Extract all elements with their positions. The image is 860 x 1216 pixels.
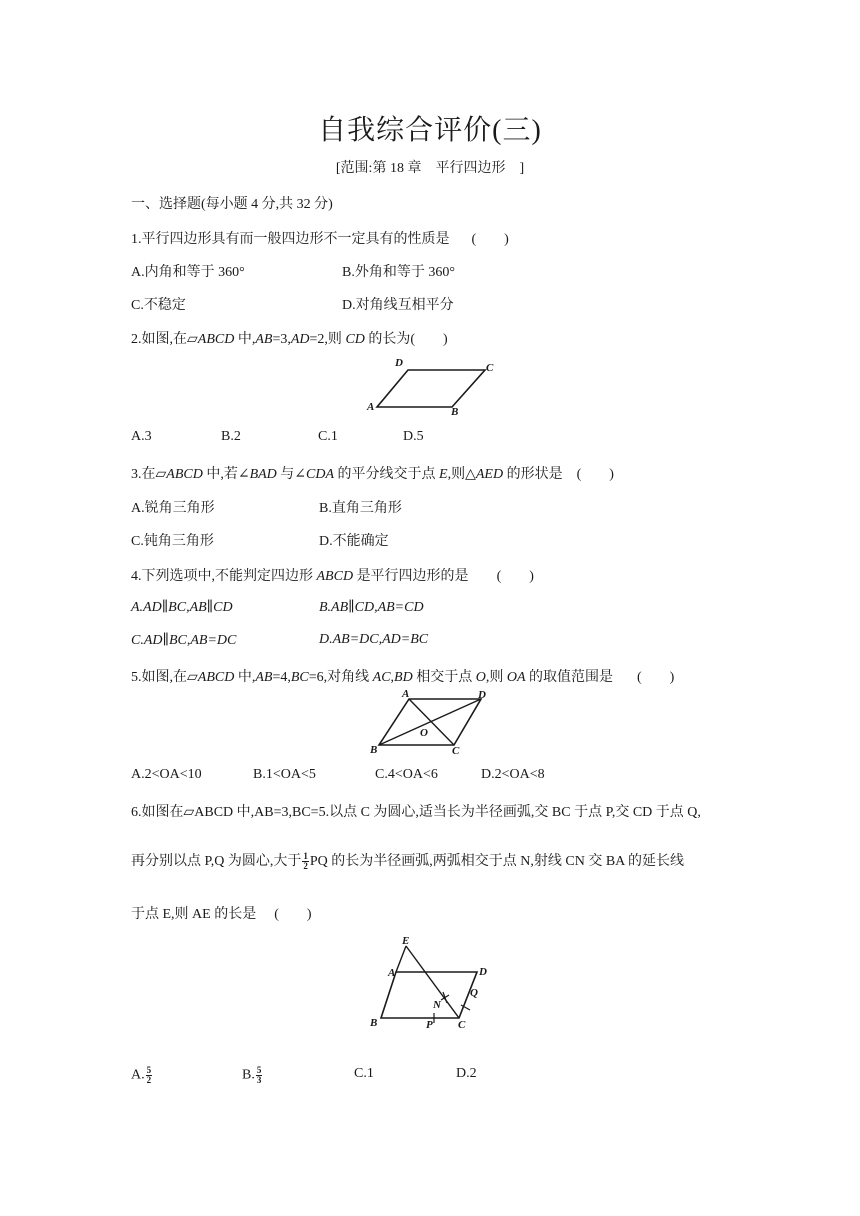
q6-label-q: Q <box>470 987 478 999</box>
question-4-stem: 4.下列选项中,不能判定四边形 ABCD 是平行四边形的是 ( ) <box>131 569 534 584</box>
q6-label-a: A <box>388 967 396 979</box>
answer-paren: ( ) <box>576 467 614 482</box>
q1-option-c: C.不稳定 <box>131 298 186 313</box>
q2-parallelogram-figure <box>362 352 502 418</box>
q5-parallelogram-figure <box>362 686 502 758</box>
q1-option-d: D.对角线互相平分 <box>342 298 454 313</box>
q3-option-c: C.钝角三角形 <box>131 534 214 549</box>
question-6-line-3: 于点 E,则 AE 的长是 ( ) <box>131 907 312 922</box>
q2-label-c: C <box>486 362 494 374</box>
q2-option-b: B.2 <box>221 429 241 444</box>
q5-label-c: C <box>452 745 460 757</box>
q2-label-d: D <box>395 357 403 369</box>
answer-paren: ( ) <box>471 232 509 247</box>
q6-extension-ba <box>396 946 406 972</box>
page-title: 自我综合评价(三) <box>318 115 542 146</box>
q6-option-a: A. $\frac{5}{2}$ <box>131 1065 152 1085</box>
q6-label-n: N <box>433 999 441 1011</box>
q6-label-c: C <box>458 1019 466 1031</box>
q1-option-b: B.外角和等于 360° <box>342 265 455 280</box>
half-fraction: $\frac{1}{2}$ <box>303 851 308 872</box>
q3-option-a: A.锐角三角形 <box>131 501 215 516</box>
q5-label-a: A <box>402 688 410 700</box>
q4-option-c: C.AD∥BC,AB=DC <box>131 633 237 648</box>
q5-option-d: D.2<OA<8 <box>481 767 545 782</box>
q4-option-b: B.AB∥CD,AB=CD <box>319 600 424 615</box>
q5-option-b: B.1<OA<5 <box>253 767 316 782</box>
question-1-stem: 1.平行四边形具有而一般四边形不一定具有的性质是 ( ) <box>131 232 509 247</box>
question-2-stem: 2.如图,在▱ABCD 中,AB=3,AD=2,则 CD 的长为( ) <box>131 332 448 347</box>
q5-label-b: B <box>370 744 378 756</box>
q6-label-d: D <box>479 966 487 978</box>
question-6-line-1: 6.如图在▱ABCD 中,AB=3,BC=5.以点 C 为圆心,适当长为半径画弧,交 BC 于点 P,交 CD 于点 Q, <box>131 805 701 820</box>
q6-option-c: C.1 <box>354 1066 374 1081</box>
q6-label-e: E <box>402 935 410 947</box>
q5-option-a: A.2<OA<10 <box>131 767 202 782</box>
q2-label-b: B <box>451 406 459 418</box>
q6-option-d: D.2 <box>456 1066 477 1081</box>
q6-option-b: B. $\frac{5}{3}$ <box>242 1065 262 1085</box>
question-6-line-2: 再分别以点 P,Q 为圆心,大于 $\frac{1}{2}$ PQ 的长为半径画弧,两弧相交于点 N,射线 CN 交 BA 的延长线 <box>131 851 684 872</box>
q6-label-b: B <box>370 1017 378 1029</box>
answer-paren: ( ) <box>637 670 675 685</box>
q1-option-a: A.内角和等于 360° <box>131 265 245 280</box>
q4-option-d: D.AB=DC,AD=BC <box>319 632 429 647</box>
q2-parallelogram <box>377 370 485 407</box>
q4-option-a: A.AD∥BC,AB∥CD <box>131 600 233 615</box>
question-3-stem: 3.在▱ABCD 中,若∠BAD 与∠CDA 的平分线交于点 E,则△AED 的形状是 ( ) <box>131 467 614 482</box>
q6-parallelogram <box>381 972 477 1018</box>
q3-option-d: D.不能确定 <box>319 534 389 549</box>
q2-option-d: D.5 <box>403 429 424 444</box>
q5-label-o: O <box>420 727 428 739</box>
q3-option-b: B.直角三角形 <box>319 501 402 516</box>
q5-option-c: C.4<OA<6 <box>375 767 438 782</box>
q2-option-a: A.3 <box>131 429 152 444</box>
q6-label-p: P <box>426 1019 433 1031</box>
q2-label-a: A <box>367 401 375 413</box>
q5-label-d: D <box>478 689 486 701</box>
q6-construction-figure <box>362 930 502 1036</box>
page-subtitle: [范围:第 18 章 平行四边形 ] <box>335 161 525 176</box>
section-heading: 一、选择题(每小题 4 分,共 32 分) <box>131 197 333 212</box>
question-5-stem: 5.如图,在▱ABCD 中,AB=4,BC=6,对角线 AC,BD 相交于点 O,则 OA 的取值范围是 ( ) <box>131 670 675 685</box>
answer-paren: ( ) <box>496 569 534 584</box>
answer-paren: ( ) <box>274 907 312 922</box>
q2-option-c: C.1 <box>318 429 338 444</box>
